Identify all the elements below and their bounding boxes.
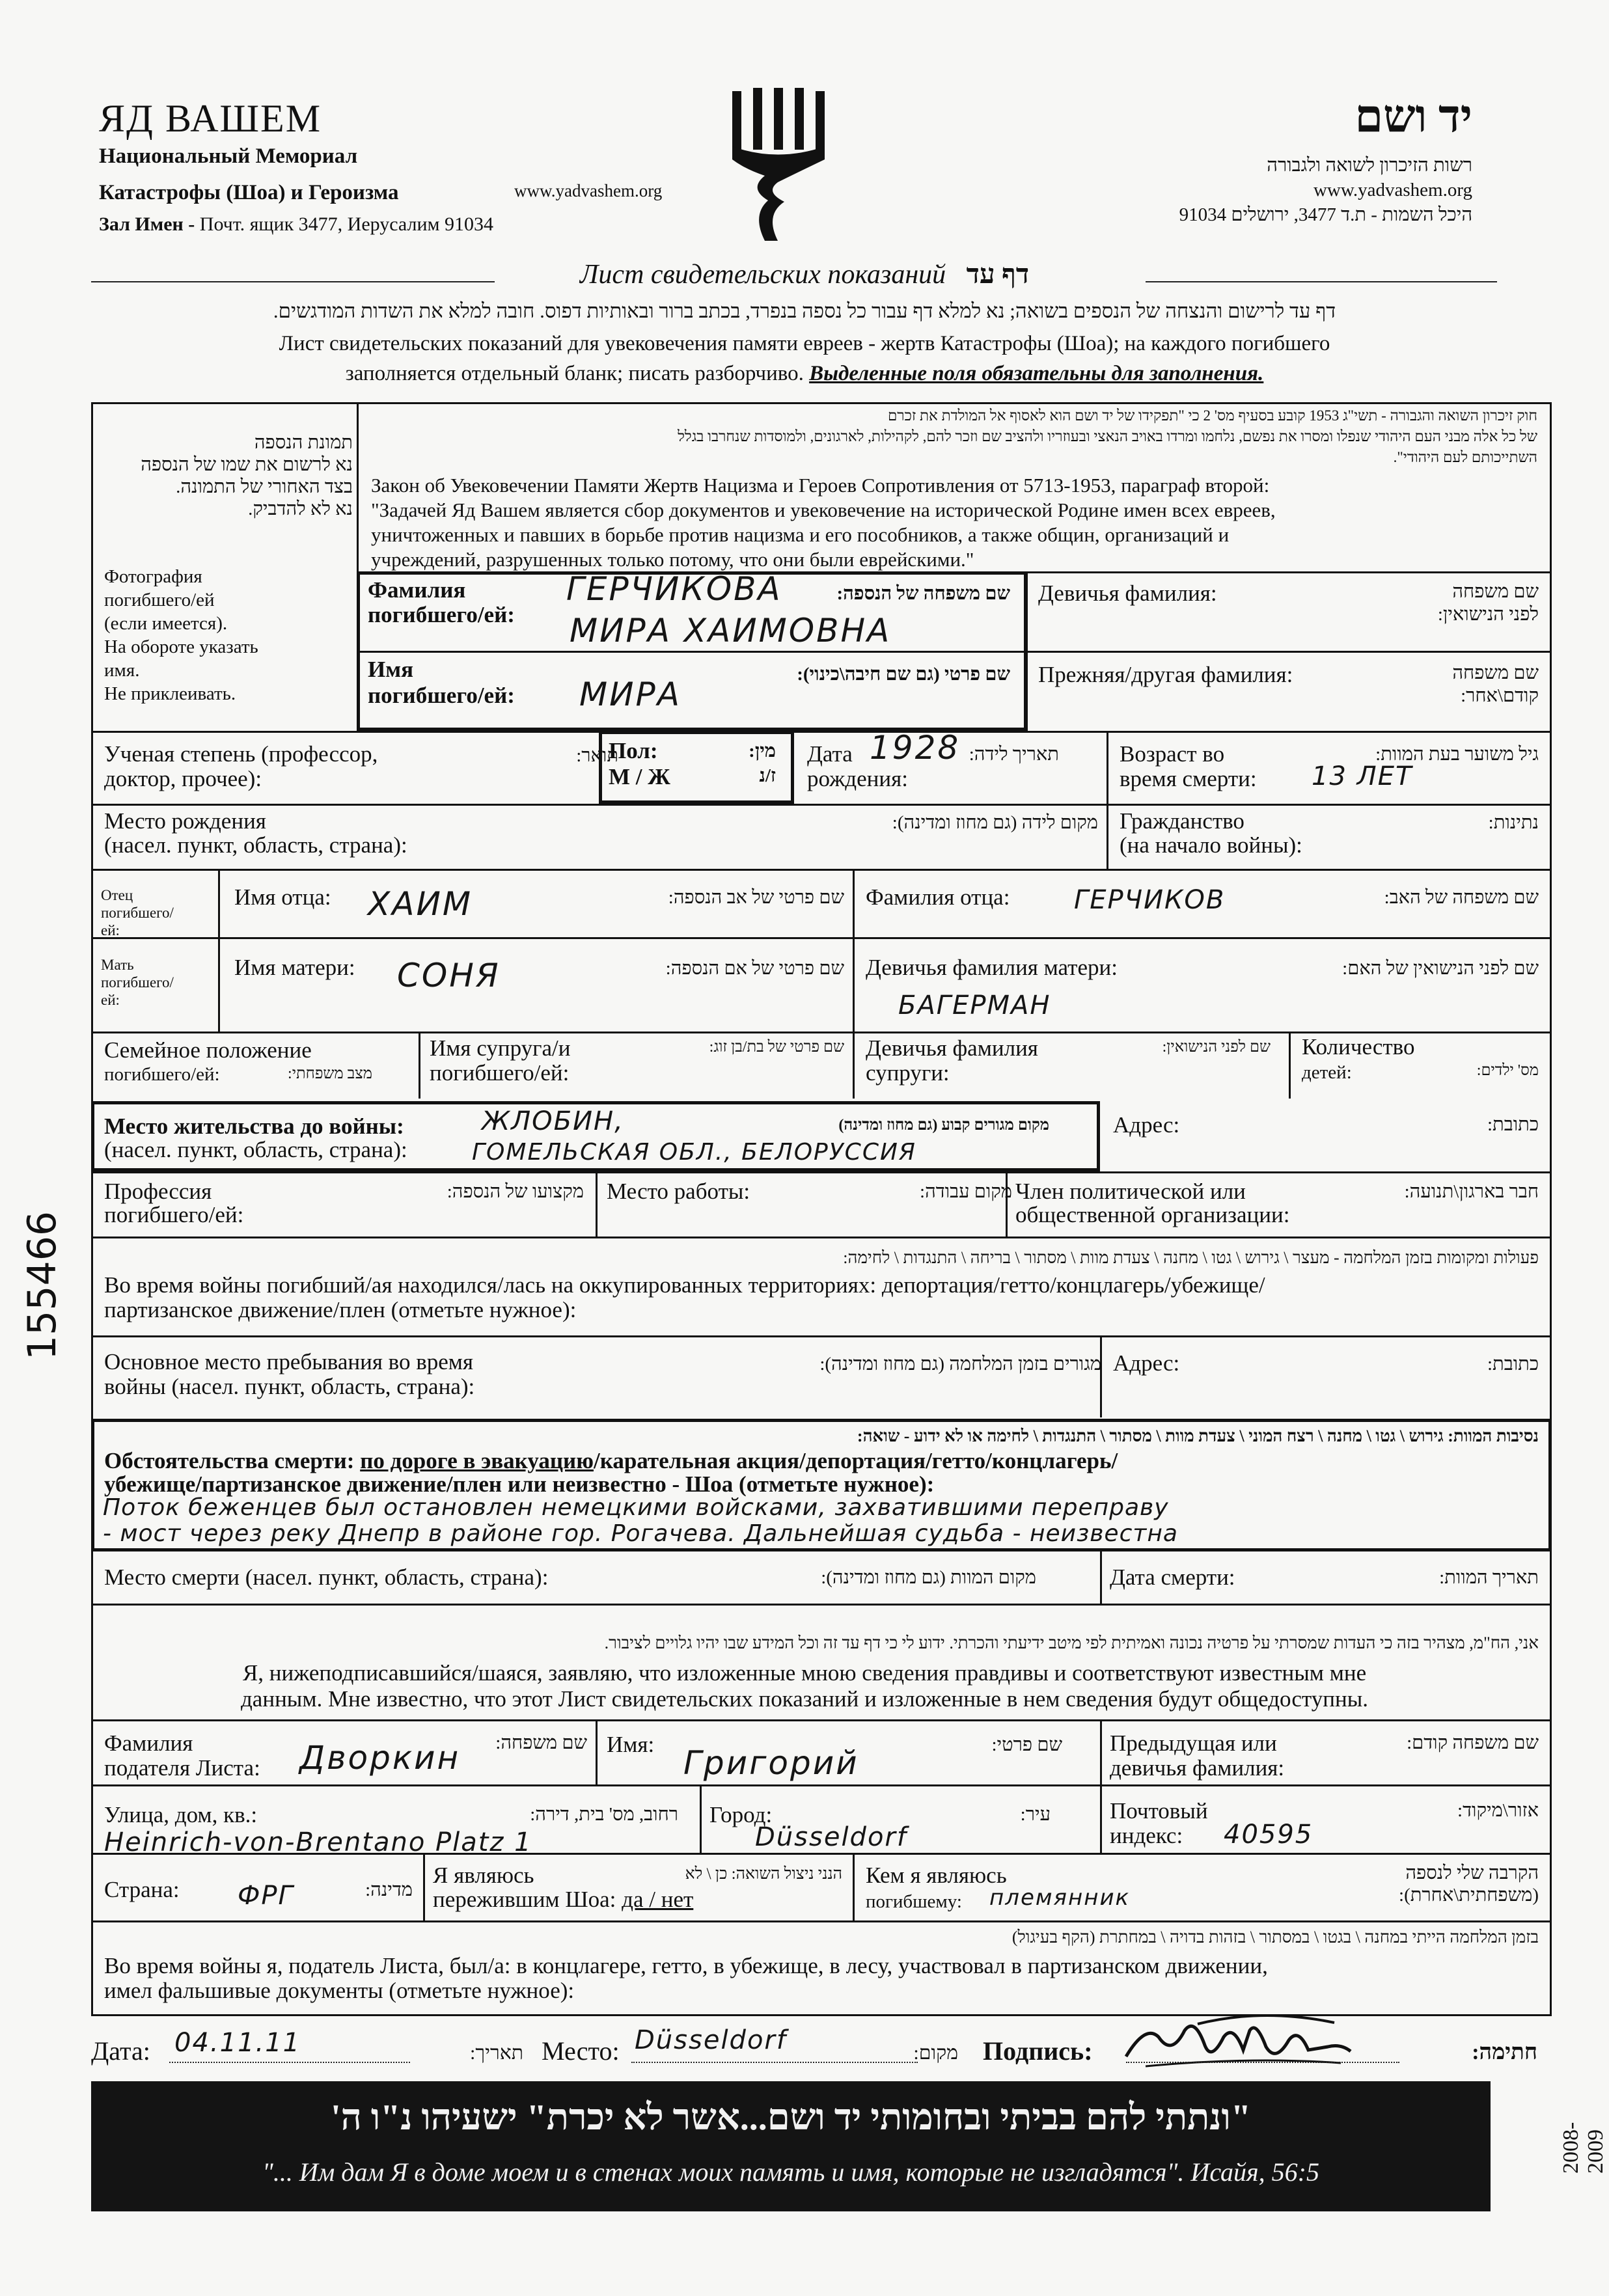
father-side-3: ей: xyxy=(101,922,120,938)
warplace-address-label: Адрес: xyxy=(1113,1350,1180,1376)
website-he[interactable]: www.yadvashem.org xyxy=(1313,180,1472,200)
relation-he-2: (משפחתית\אחרת): xyxy=(1399,1885,1539,1906)
firstname-label-b: погибшего/ей: xyxy=(368,683,515,708)
profession-label-2: погибшего/ей: xyxy=(104,1202,244,1227)
sex-label: Пол: xyxy=(609,738,658,763)
website-ru[interactable]: www.yadvashem.org xyxy=(514,181,663,200)
dob-he: תאריך לידה: xyxy=(969,744,1059,765)
country-field[interactable]: ФРГ xyxy=(238,1881,294,1911)
org-title-ru: ЯД ВАШЕМ xyxy=(99,97,322,140)
surname-label-b: погибшего/ей: xyxy=(368,602,515,627)
country-he: מדינה: xyxy=(365,1879,413,1900)
address-he: כתובת: xyxy=(1487,1114,1539,1135)
residence-field-1[interactable]: ЖЛОБИН, xyxy=(482,1106,624,1136)
marital-label-1: Семейное положение xyxy=(104,1037,312,1063)
workplace-label: Место работы: xyxy=(607,1179,750,1204)
footer-quote-he: "ונתתי להם בביתי ובחומותי יד ושם...אשר לא יכרת" ישעיהו נ"ו ה' xyxy=(331,2098,1251,2138)
war-activity-ru-2: партизанское движение/плен (отметьте нужное): xyxy=(104,1297,577,1322)
victim-firstname-field[interactable]: МИРА xyxy=(579,676,681,713)
prev-surname-he-1: שם משפחה xyxy=(1452,663,1539,683)
spouse-maiden-label-1: Девичья фамилия xyxy=(866,1035,1038,1061)
footer-quote-ru: "... Им дам Я в доме моем и в стенах моих память и имя, которые не изгладятся". Исайя, 56:5 xyxy=(262,2157,1319,2187)
law-he-1: חוק זיכרון השואה והגבורה - תשי"ג 1953 קובע בסעיף מס' 2 כי "תפקידו של יד ושם הוא לאסוף אל המולדת את זכרם xyxy=(887,407,1537,424)
org-line3-he: היכל השמות - ת.ד 3477, ירושלים 91034 xyxy=(1179,204,1472,225)
death-circ-ru-1: Обстоятельства смерти: по дороге в эвакуацию/карательная акция/депортация/гетто/концлагерь/ xyxy=(104,1448,1118,1473)
form-title: Лист свидетельских показаний דף עד xyxy=(579,260,1030,290)
workplace-he: מקום עבודה: xyxy=(920,1181,1012,1202)
submitter-war-he: בזמן המלחמה הייתי במחנה \ בגטו \ במסתור \ בזהות בדויה \ במחתרת (הקף בעיגול) xyxy=(1011,1928,1539,1947)
birthplace-label-2: (насел. пункт, область, страна): xyxy=(104,832,407,858)
relation-field[interactable]: племянник xyxy=(989,1885,1131,1911)
maiden-he-1: שם משפחה xyxy=(1452,581,1539,602)
relation-label-1: Кем я являюсь xyxy=(866,1863,1007,1888)
city-he: עיר: xyxy=(1020,1804,1051,1825)
citizenship-label-2: (на начало войны): xyxy=(1120,832,1302,858)
father-surname-he: שם משפחה של האב: xyxy=(1384,887,1539,908)
street-label: Улица, дом, кв.: xyxy=(104,1802,258,1827)
submitter-name-field[interactable]: Григорий xyxy=(683,1744,859,1782)
mother-name-he: שם פרטי של אם הנספה: xyxy=(665,958,844,979)
member-label-1: Член политической или xyxy=(1015,1179,1246,1204)
mother-name-label: Имя матери: xyxy=(234,955,355,980)
submitter-prev-label-1: Предыдущая или xyxy=(1110,1730,1277,1756)
deathdate-he: תאריך המוות: xyxy=(1439,1567,1539,1588)
submitter-surname-label-2: подателя Листа: xyxy=(104,1755,260,1781)
photo-ru-2: погибшего/ей xyxy=(104,590,215,610)
photo-ru-3: (если имеется). xyxy=(104,613,228,634)
photo-he-3: בצד האחורי של התמונה. xyxy=(176,476,353,497)
law-he-2: של כל אלה מבני העם היהודי שנפלו ומסרו את נפשם, נלחמו ומרדו באויב הנאצי ובעוזריו ולהציב שם וזכר להם, לקהילות, לארגונים, ולמוסדות שנחרבו בגלל xyxy=(678,428,1537,444)
deathplace-label: Место смерти (насел. пункт, область, страна): xyxy=(104,1565,549,1590)
declaration-he: אני, הח"מ, מצהיר בזה כי העדות שמסרתי על פרטיה נכונה ואמיתית לפי מיטב ידיעתי והכרתי. ידוע לי כי דף עד זה וכל המידע שבו יהיו גלויים לציבור. xyxy=(604,1633,1539,1652)
country-label: Страна: xyxy=(104,1877,180,1902)
law-ru-3: уничтоженных и павших в борьбе против нацизма и его пособников, а также общин, организаций и xyxy=(371,523,1230,546)
place-field[interactable]: Düsseldorf xyxy=(635,2025,787,2055)
signature-label: Подпись: xyxy=(983,2036,1093,2066)
children-label-1: Количество xyxy=(1302,1034,1415,1059)
war-activity-ru-1: Во время войны погибший/ая находился/лась на оккупированных территориях: депортация/гетто/концлагерь/убежище/ xyxy=(104,1272,1265,1298)
birthplace-he: מקום לידה (גם מחוז ומדינה): xyxy=(892,812,1098,833)
children-he: מס' ילדים: xyxy=(1476,1062,1539,1079)
edition-years: 2008-2009 xyxy=(1559,2122,1608,2174)
signature-he: חתימה: xyxy=(1472,2040,1537,2064)
declaration-ru-1: Я, нижеподписавшийся/шаяся, заявляю, что изложенные мною сведения правдивы и соответствуют известным мне xyxy=(242,1660,1367,1686)
archive-number: 155466 xyxy=(20,1210,65,1360)
signature-icon[interactable] xyxy=(1120,2011,1354,2073)
father-side-1: Отец xyxy=(101,887,133,903)
survivor-options[interactable]: да / нет xyxy=(622,1887,694,1912)
photo-ru-4: На обороте указать xyxy=(104,636,258,657)
death-circ-he: נסיבות המוות: גירוש \ גטו \ מחנה \ רצח המוני \ צעדת מוות \ מסתור \ התנגדות \ לחימה או לא ידוע - שואה: xyxy=(857,1427,1539,1445)
profession-he: מקצועו של הנספה: xyxy=(447,1181,584,1202)
spouse-maiden-label-2: супруги: xyxy=(866,1060,950,1086)
survivor-label-1: Я являюсь xyxy=(433,1863,534,1888)
spouse-label-1: Имя супруга/и xyxy=(430,1035,571,1061)
org-line1-he: רשות הזיכרון לשואה ולגבורה xyxy=(1267,155,1472,176)
sex-he-2: ז/נ xyxy=(759,765,776,786)
children-label-2: детей: xyxy=(1302,1062,1352,1083)
residence-field-2[interactable]: ГОМЕЛЬСКАЯ ОБЛ., БЕЛОРУССИЯ xyxy=(472,1139,916,1166)
victim-surname-field[interactable]: ГЕРЧИКОВА xyxy=(566,570,782,608)
dob-label-2: рождения: xyxy=(807,766,908,791)
degree-he: תואר: xyxy=(576,745,618,766)
warplace-label-2: войны (насел. пункт, область, страна): xyxy=(104,1374,475,1399)
address-label: Адрес: xyxy=(1113,1112,1180,1138)
law-ru-1: Закон об Увековечении Памяти Жертв Нацизма и Героев Сопротивления от 5713-1953, параграф второй: xyxy=(371,474,1270,497)
dob-field[interactable]: 1928 xyxy=(870,729,961,767)
mother-side-3: ей: xyxy=(101,992,120,1008)
war-activity-he: פעולות ומקומות בזמן המלחמה - מעצר \ גירוש \ גטו \ מחנה \ צעדת מוות \ מסתור \ בריחה \ התנגדות \ לחימה: xyxy=(843,1248,1539,1267)
father-name-he: שם פרטי של אב הנספה: xyxy=(668,887,844,908)
submitter-surname-label-1: Фамилия xyxy=(104,1730,193,1756)
submitter-surname-he: שם משפחה: xyxy=(495,1732,587,1753)
law-he-3: השתייכותם לעם היהודי". xyxy=(1393,449,1537,465)
maiden-label: Девичья фамилия: xyxy=(1038,581,1217,606)
zip-label-2: индекс: xyxy=(1110,1823,1183,1848)
intro-ru-line2: заполняется отдельный бланк; писать разборчиво. Выделенные поля обязательны для заполнения. xyxy=(345,362,1264,385)
place-label: Место: xyxy=(542,2036,620,2066)
mother-maiden-he: שם לפני הנישואין של האם: xyxy=(1342,958,1539,979)
mother-maiden-label: Девичья фамилия матери: xyxy=(866,955,1118,980)
submitter-prev-label-2: девичья фамилия: xyxy=(1110,1755,1285,1781)
birthplace-label-1: Место рождения xyxy=(104,808,266,834)
relation-label-2: погибшему: xyxy=(866,1891,962,1912)
law-ru-4: учреждений, разрушенных только потому, что они были еврейскими." xyxy=(371,548,974,571)
place-he: מקום: xyxy=(913,2042,958,2064)
zip-field[interactable]: 40595 xyxy=(1224,1820,1313,1850)
intro-he: דף עד לרישום והנצחה של הנספים בשואה; נא למלא דף עבור כל נספה בנפרד, בכתב ברור ובאותיות דפוס. חובה למלא את השדות המודגשים. xyxy=(273,299,1336,322)
death-circ-field-2[interactable]: - мост через реку Днепр в районе гор. Рогачева. Дальнейшая судьба - неизвестна xyxy=(103,1520,1178,1547)
degree-label-1: Ученая степень (профессор, xyxy=(104,741,378,767)
mother-side-2: погибшего/ xyxy=(101,974,174,991)
profession-label-1: Профессия xyxy=(104,1179,212,1204)
death-circ-ru-2: убежище/партизанское движение/плен или неизвестно - Шоа (отметьте нужное): xyxy=(104,1471,935,1497)
date-label: Дата: xyxy=(91,2036,150,2066)
warplace-address-he: כתובת: xyxy=(1487,1354,1539,1374)
mother-side-1: Мать xyxy=(101,957,134,973)
org-line3-ru: Зал Имен - Почт. ящик 3477, Иерусалим 91034 xyxy=(99,213,494,235)
victim-fullname-field[interactable]: МИРА ХАИМОВНА xyxy=(570,612,892,649)
member-label-2: общественной организации: xyxy=(1015,1202,1290,1227)
age-he: גיל משוער בעת המוות: xyxy=(1375,744,1539,765)
street-field[interactable]: Heinrich-von-Brentano Platz 1 xyxy=(104,1827,532,1857)
father-surname-field[interactable]: ГЕРЧИКОВ xyxy=(1074,885,1226,915)
firstname-label-he: שם פרטי (גם שם חיבה\כינוי): xyxy=(797,664,1010,685)
declaration-ru-2: данным. Мне известно, что этот Лист свидетельских показаний и изложенные в нем сведения будут общедоступны. xyxy=(241,1686,1368,1712)
submitter-war-ru-2: имел фальшивые документы (отметьте нужное): xyxy=(104,1978,575,2003)
photo-he-2: נא לרשום את שמו של הנספה xyxy=(141,454,353,475)
yad-vashem-logo-icon xyxy=(726,85,836,247)
prev-surname-label: Прежняя/другая фамилия: xyxy=(1038,662,1293,687)
prev-surname-he-2: קודם\אחר: xyxy=(1461,685,1539,706)
survivor-he: הנני ניצול השואה: כן \ לא xyxy=(685,1865,842,1883)
spouse-maiden-he: שם לפני הנישואין: xyxy=(1162,1039,1271,1056)
footer-quote-band xyxy=(91,2081,1491,2211)
photo-he-1: תמונת הנספה xyxy=(254,432,353,453)
photo-ru-1: Фотография xyxy=(104,566,202,587)
submitter-surname-field[interactable]: Дворкин xyxy=(299,1739,461,1777)
age-field[interactable]: 13 ЛЕТ xyxy=(1312,761,1413,791)
submitter-war-ru-1: Во время войны я, податель Листа, был/а: в концлагере, гетто, в убежище, в лесу, участвовал в партизанском движении, xyxy=(104,1953,1268,1978)
zip-he: אזור\מיקוד: xyxy=(1457,1800,1539,1821)
submitter-name-label: Имя: xyxy=(607,1732,655,1757)
spouse-he: שם פרטי של בת/בן זוג: xyxy=(709,1039,844,1056)
photo-ru-6: Не приклеивать. xyxy=(104,683,236,704)
city-label: Город: xyxy=(709,1802,773,1827)
father-surname-label: Фамилия отца: xyxy=(866,884,1010,910)
spouse-label-2: погибшего/ей: xyxy=(430,1060,570,1086)
father-side-2: погибшего/ xyxy=(101,905,174,921)
father-name-field[interactable]: ХАИМ xyxy=(368,885,473,923)
sex-he-1: מין: xyxy=(749,741,776,761)
org-line1-ru: Национальный Мемориал xyxy=(99,144,358,168)
age-label-1: Возраст во xyxy=(1120,741,1225,767)
date-line xyxy=(169,2062,410,2063)
mother-maiden-field[interactable]: БАГЕРМАН xyxy=(898,991,1051,1020)
date-field[interactable]: 04.11.11 xyxy=(174,2028,301,2058)
member-he: חבר בארגון\תנועה: xyxy=(1404,1181,1539,1202)
submitter-name-he: שם פרטי: xyxy=(991,1734,1062,1755)
maiden-he-2: לפני הנישואין: xyxy=(1437,604,1539,625)
signature-line xyxy=(1126,2062,1399,2063)
deathdate-label: Дата смерти: xyxy=(1110,1565,1235,1590)
org-line2-ru: Катастрофы (Шоа) и Героизма xyxy=(99,181,399,204)
surname-label-a: Фамилия xyxy=(368,577,466,603)
street-he: רחוב, מס' בית, דירה: xyxy=(530,1804,678,1825)
marital-label-2: погибшего/ей: xyxy=(104,1064,220,1085)
survivor-label-2: пережившим Шоа: да / нет xyxy=(433,1887,694,1912)
mother-name-field[interactable]: СОНЯ xyxy=(397,957,501,994)
city-field[interactable]: Düsseldorf xyxy=(755,1822,907,1852)
photo-ru-5: имя. xyxy=(104,660,140,681)
deathplace-he: מקום המוות (גם מחוז ומדינה): xyxy=(821,1567,1036,1588)
surname-label-he: שם משפחה של הנספה: xyxy=(836,583,1010,604)
marital-he: מצב משפחתי: xyxy=(288,1065,372,1082)
residence-he: מקום מגורים קבוע (גם מחוז ומדינה) xyxy=(838,1117,1049,1134)
date-he: תאריך: xyxy=(470,2042,523,2064)
death-circ-field-1[interactable]: Поток беженцев был остановлен немецкими войсками, захватившими переправу xyxy=(103,1494,1169,1521)
warplace-he: מגורים בזמן המלחמה (גם מחוז ומדינה): xyxy=(819,1354,1101,1374)
intro-ru-line1: Лист свидетельских показаний для увековечения памяти евреев - жертв Катастрофы (Шоа); на каждого погибшего xyxy=(279,332,1330,355)
residence-label: Место жительства до войны: xyxy=(104,1114,404,1139)
photo-he-4: נא לא להדביק. xyxy=(248,499,353,519)
relation-he-1: הקרבה שלי לנספה xyxy=(1405,1863,1539,1883)
residence-label-2: (насел. пункт, область, страна): xyxy=(104,1137,407,1162)
warplace-label-1: Основное место пребывания во время xyxy=(104,1349,474,1374)
citizenship-label-1: Гражданство xyxy=(1120,808,1245,834)
place-line xyxy=(631,2062,918,2063)
citizenship-he: נתינות: xyxy=(1488,812,1539,833)
zip-label-1: Почтовый xyxy=(1110,1798,1208,1824)
degree-label-2: доктор, прочее): xyxy=(104,766,262,791)
father-name-label: Имя отца: xyxy=(234,884,331,910)
law-ru-2: "Задачей Яд Вашем является сбор документов и увековечение на исторической Родине имен всех евреев, xyxy=(371,499,1276,521)
dob-label: Дата xyxy=(807,741,853,767)
firstname-label-a: Имя xyxy=(368,657,413,682)
submitter-prev-he: שם משפחה קודם: xyxy=(1407,1732,1539,1753)
org-title-he: יד ושם xyxy=(1355,92,1472,142)
age-label-2: время смерти: xyxy=(1120,766,1257,791)
sex-options[interactable]: М / Ж xyxy=(609,764,670,789)
